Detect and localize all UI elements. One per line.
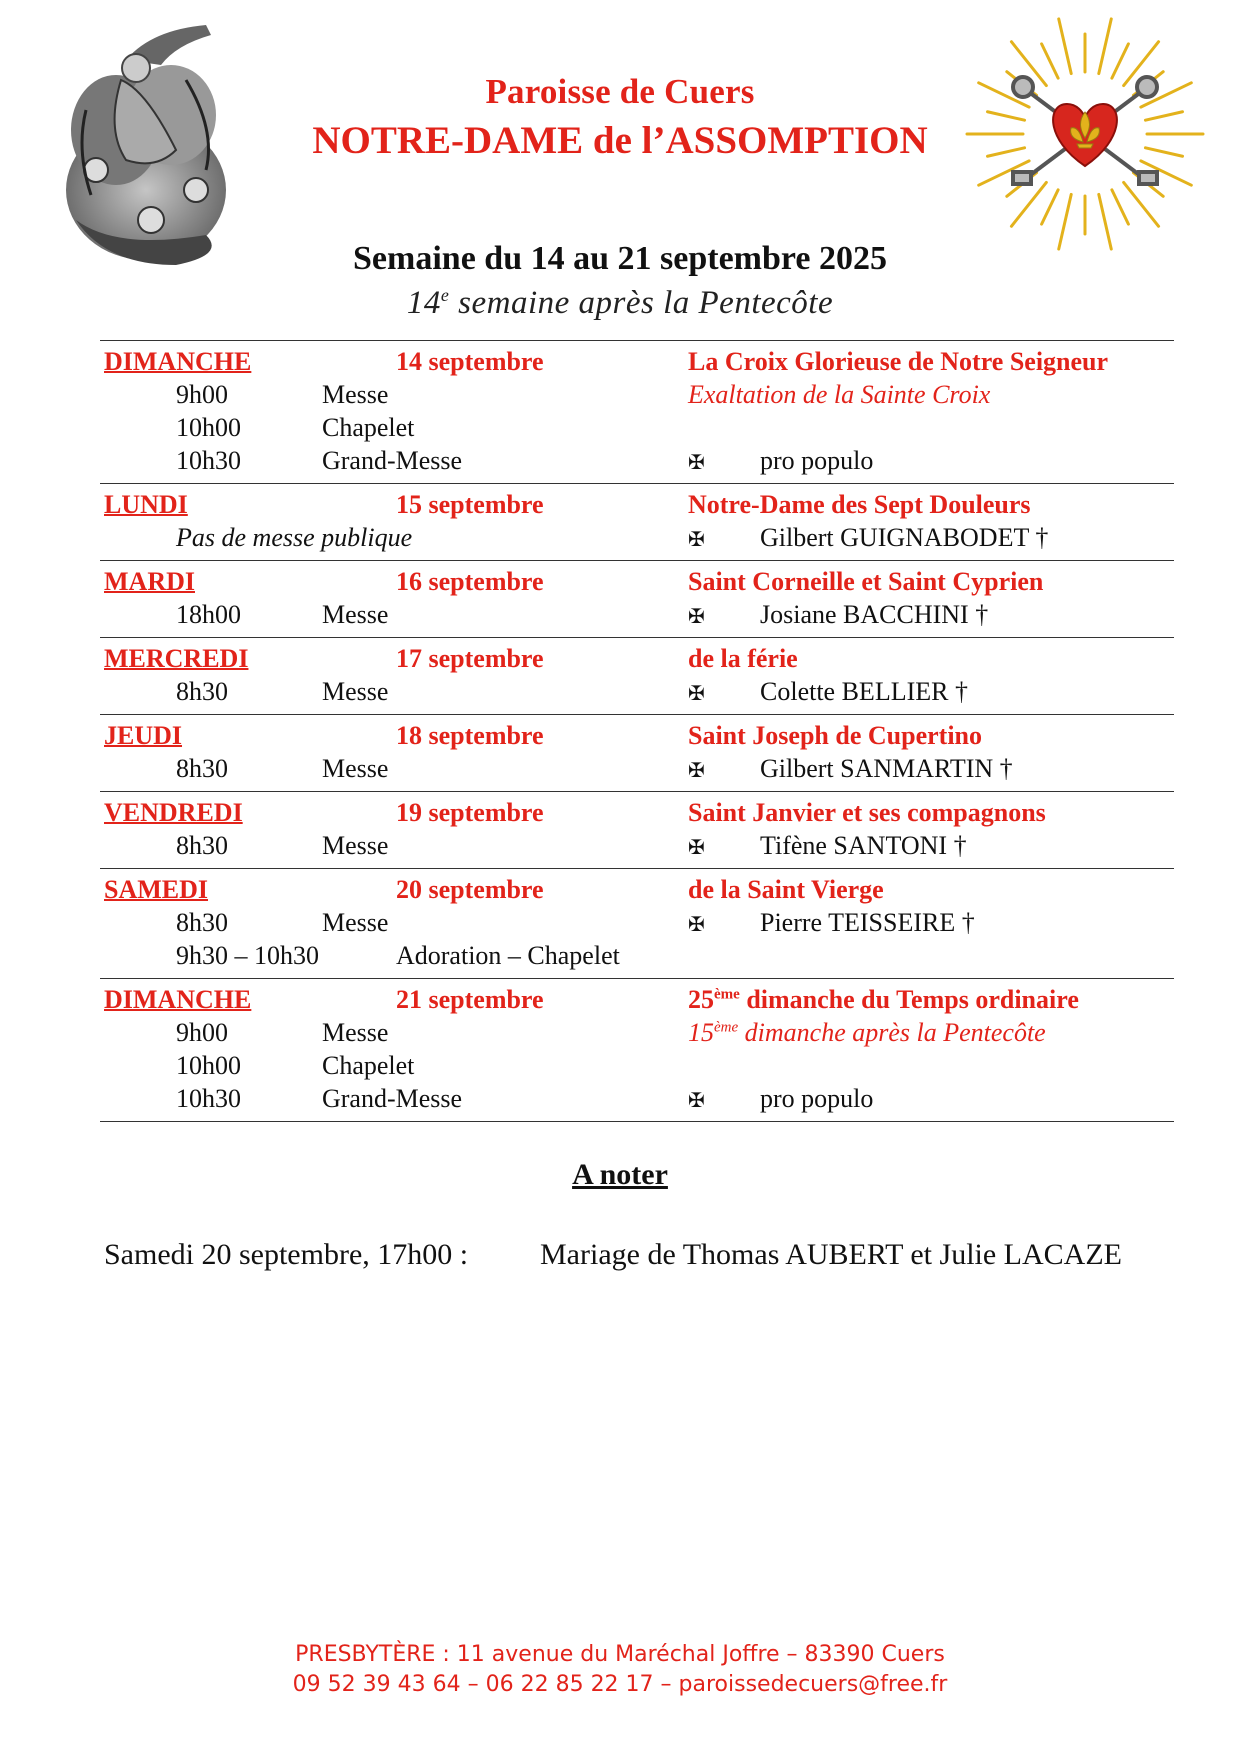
mass-intention: Tifène SANTONI † xyxy=(760,831,967,860)
mass-intention: Pierre TEISSEIRE † xyxy=(760,908,975,937)
cross-icon: ✠ xyxy=(688,914,705,936)
mass-time: 9h00 xyxy=(176,380,228,409)
note-text: Mariage de Thomas AUBERT et Julie LACAZE xyxy=(540,1238,1122,1271)
day-date: 15 septembre xyxy=(396,490,544,519)
mass-time: 10h00 xyxy=(176,413,241,442)
day-name: SAMEDI xyxy=(104,875,209,904)
mass-time: 10h30 xyxy=(176,1084,241,1113)
day-block xyxy=(100,484,1174,561)
day-name: VENDREDI xyxy=(104,798,243,827)
day-name: MARDI xyxy=(104,567,195,596)
mass-time: 9h30 – 10h30 xyxy=(176,941,319,970)
cross-icon: ✠ xyxy=(688,760,705,782)
parish-name: Paroisse de Cuers xyxy=(485,72,755,111)
feast-title: 25ème dimanche du Temps ordinaire xyxy=(688,985,1079,1014)
pentecost-subtitle: 14e semaine après la Pentecôte xyxy=(406,285,834,321)
feast-subtitle: Exaltation de la Sainte Croix xyxy=(688,380,991,409)
no-mass-note: Pas de messe publique xyxy=(176,523,413,552)
mass-event: Chapelet xyxy=(322,1051,415,1080)
mass-event: Messe xyxy=(322,754,389,783)
cross-icon: ✠ xyxy=(688,606,705,628)
day-name: MERCREDI xyxy=(104,644,249,673)
mass-intention: Colette BELLIER † xyxy=(760,677,968,706)
mass-event: Messe xyxy=(322,380,389,409)
footer-contact: 09 52 39 43 64 – 06 22 85 22 17 – paroissedecuers@free.fr xyxy=(292,1672,948,1697)
cross-icon: ✠ xyxy=(688,452,705,474)
mass-time: 8h30 xyxy=(176,908,228,937)
mass-time: 8h30 xyxy=(176,831,228,860)
mass-time: 10h00 xyxy=(176,1051,241,1080)
day-block xyxy=(100,979,1174,1122)
sun-ray xyxy=(1112,190,1128,224)
feast-title: Saint Janvier et ses compagnons xyxy=(688,798,1046,827)
notes-title: A noter xyxy=(572,1158,668,1191)
cross-icon: ✠ xyxy=(688,683,705,705)
day-date: 19 septembre xyxy=(396,798,544,827)
week-title: Semaine du 14 au 21 septembre 2025 xyxy=(353,240,887,277)
day-block xyxy=(100,341,1174,484)
cross-icon: ✠ xyxy=(688,529,705,551)
mass-event: Grand-Messe xyxy=(322,446,463,475)
feast-title: de la Saint Vierge xyxy=(688,875,884,904)
day-block xyxy=(100,638,1174,715)
day-date: 20 septembre xyxy=(396,875,544,904)
sun-ray xyxy=(1099,19,1111,74)
feast-subtitle: 15ème dimanche après la Pentecôte xyxy=(688,1018,1046,1047)
note-date: Samedi 20 septembre, 17h00 : xyxy=(104,1238,469,1271)
mass-event: Messe xyxy=(322,908,389,937)
mass-time: 8h30 xyxy=(176,677,228,706)
day-block xyxy=(100,561,1174,638)
sun-ray xyxy=(1042,190,1058,224)
day-block xyxy=(100,869,1174,979)
feast-title: de la férie xyxy=(688,644,798,673)
cross-icon: ✠ xyxy=(688,837,705,859)
mass-event: Chapelet xyxy=(322,413,415,442)
day-name: LUNDI xyxy=(104,490,188,519)
day-date: 18 septembre xyxy=(396,721,544,750)
day-block xyxy=(100,715,1174,792)
mass-event: Messe xyxy=(322,831,389,860)
mass-event: Messe xyxy=(322,600,389,629)
day-name: DIMANCHE xyxy=(104,347,252,376)
day-name: DIMANCHE xyxy=(104,985,252,1014)
mass-event: Messe xyxy=(322,677,389,706)
cross-icon: ✠ xyxy=(688,1090,705,1112)
day-block xyxy=(100,792,1174,869)
footer-address: PRESBYTÈRE : 11 avenue du Maréchal Joffre – 83390 Cuers xyxy=(295,1642,945,1667)
mass-event: Messe xyxy=(322,1018,389,1047)
church-name: NOTRE-DAME de l’ASSOMPTION xyxy=(312,119,928,162)
mass-time: 10h30 xyxy=(176,446,241,475)
feast-title: Saint Corneille et Saint Cyprien xyxy=(688,567,1044,596)
day-date: 16 septembre xyxy=(396,567,544,596)
day-date: 21 septembre xyxy=(396,985,544,1014)
mass-event: Adoration – Chapelet xyxy=(396,941,620,970)
mass-time: 9h00 xyxy=(176,1018,228,1047)
mass-intention: Gilbert SANMARTIN † xyxy=(760,754,1013,783)
mass-time: 8h30 xyxy=(176,754,228,783)
mass-time: 18h00 xyxy=(176,600,241,629)
feast-title: Notre-Dame des Sept Douleurs xyxy=(688,490,1031,519)
weekly-schedule xyxy=(100,340,1174,1122)
mass-intention: pro populo xyxy=(760,1084,874,1113)
day-date: 14 septembre xyxy=(396,347,544,376)
mass-intention: Josiane BACCHINI † xyxy=(760,600,989,629)
mass-intention: Gilbert GUIGNABODET † xyxy=(760,523,1049,552)
day-date: 17 septembre xyxy=(396,644,544,673)
mass-intention: pro populo xyxy=(760,446,874,475)
day-name: JEUDI xyxy=(104,721,183,750)
feast-title: Saint Joseph de Cupertino xyxy=(688,721,982,750)
feast-title: La Croix Glorieuse de Notre Seigneur xyxy=(688,347,1109,376)
sun-ray xyxy=(1059,19,1071,74)
mass-event: Grand-Messe xyxy=(322,1084,463,1113)
